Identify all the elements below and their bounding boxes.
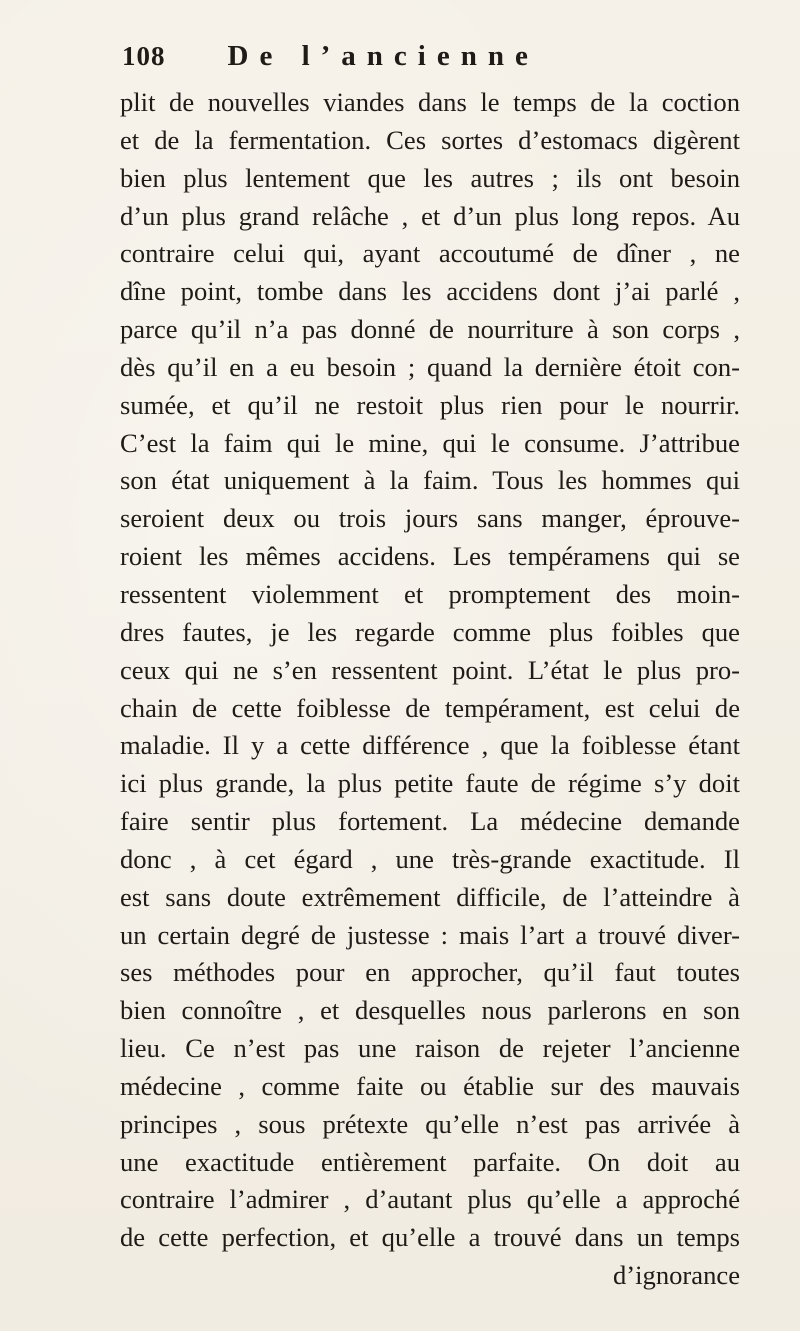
text-line: principes , sous prétexte qu’elle n’est pas arrivée à bbox=[120, 1108, 740, 1139]
body-text bbox=[120, 84, 740, 1295]
text-line: de cette perfection, et qu’elle a trouvé dans un temps bbox=[120, 1222, 740, 1253]
text-line: ceux qui ne s’en ressentent point. L’état le plus pro- bbox=[120, 654, 740, 685]
text-line: un certain degré de justesse : mais l’art a trouvé diver- bbox=[120, 919, 740, 950]
text-line: donc , à cet égard , une très-grande exactitude. Il bbox=[120, 843, 740, 874]
text-line: bien connoître , et desquelles nous parlerons en son bbox=[120, 995, 740, 1026]
text-line: son état uniquement à la faim. Tous les hommes qui bbox=[120, 465, 740, 496]
catchword: d’ignorance bbox=[613, 1260, 740, 1291]
text-line: ici plus grande, la plus petite faute de régime s’y doit bbox=[120, 768, 740, 799]
text-line: une exactitude entièrement parfaite. On doit au bbox=[120, 1146, 740, 1177]
text-line: maladie. Il y a cette différence , que la foiblesse étant bbox=[120, 730, 740, 761]
text-line: faire sentir plus fortement. La médecine demande bbox=[120, 806, 740, 837]
text-line: sumée, et qu’il ne restoit plus rien pour le nourrir. bbox=[120, 389, 740, 420]
text-line: roient les mêmes accidens. Les tempéramens qui se bbox=[120, 541, 740, 572]
page-header bbox=[122, 40, 730, 84]
text-line: ressentent violemment et promptement des moin- bbox=[120, 578, 740, 609]
text-line: médecine , comme faite ou établie sur des mauvais bbox=[120, 1070, 740, 1101]
text-line: est sans doute extrêmement difficile, de l’atteindre à bbox=[120, 881, 740, 912]
text-line: C’est la faim qui le mine, qui le consume. J’attribue bbox=[120, 427, 740, 458]
text-line: plit de nouvelles viandes dans le temps de la coction bbox=[120, 87, 740, 117]
text-line: dîne point, tombe dans les accidens dont j’ai parlé , bbox=[120, 276, 740, 307]
text-line: lieu. Ce n’est pas une raison de rejeter l’ancienne bbox=[120, 1033, 740, 1064]
text-line: parce qu’il n’a pas donné de nourriture à son corps , bbox=[120, 314, 740, 345]
text-line: seroient deux ou trois jours sans manger, éprouve- bbox=[120, 503, 740, 534]
text-line: bien plus lentement que les autres ; ils ont besoin bbox=[120, 162, 740, 193]
text-line: contraire l’admirer , d’autant plus qu’elle a approché bbox=[120, 1184, 740, 1215]
page-number: 108 bbox=[122, 41, 166, 71]
text-line: dès qu’il en a eu besoin ; quand la dernière étoit con- bbox=[120, 351, 740, 382]
text-line: ses méthodes pour en approcher, qu’il faut toutes bbox=[120, 957, 740, 988]
text-line: contraire celui qui, ayant accoutumé de dîner , ne bbox=[120, 238, 740, 269]
text-line: chain de cette foiblesse de tempérament, est celui de bbox=[120, 692, 740, 723]
text-line: d’un plus grand relâche , et d’un plus long repos. Au bbox=[120, 200, 740, 231]
text-line: dres fautes, je les regarde comme plus foibles que bbox=[120, 616, 740, 647]
text-line: et de la fermentation. Ces sortes d’estomacs digèrent bbox=[120, 124, 740, 155]
running-head: De l’ancienne bbox=[227, 40, 539, 72]
